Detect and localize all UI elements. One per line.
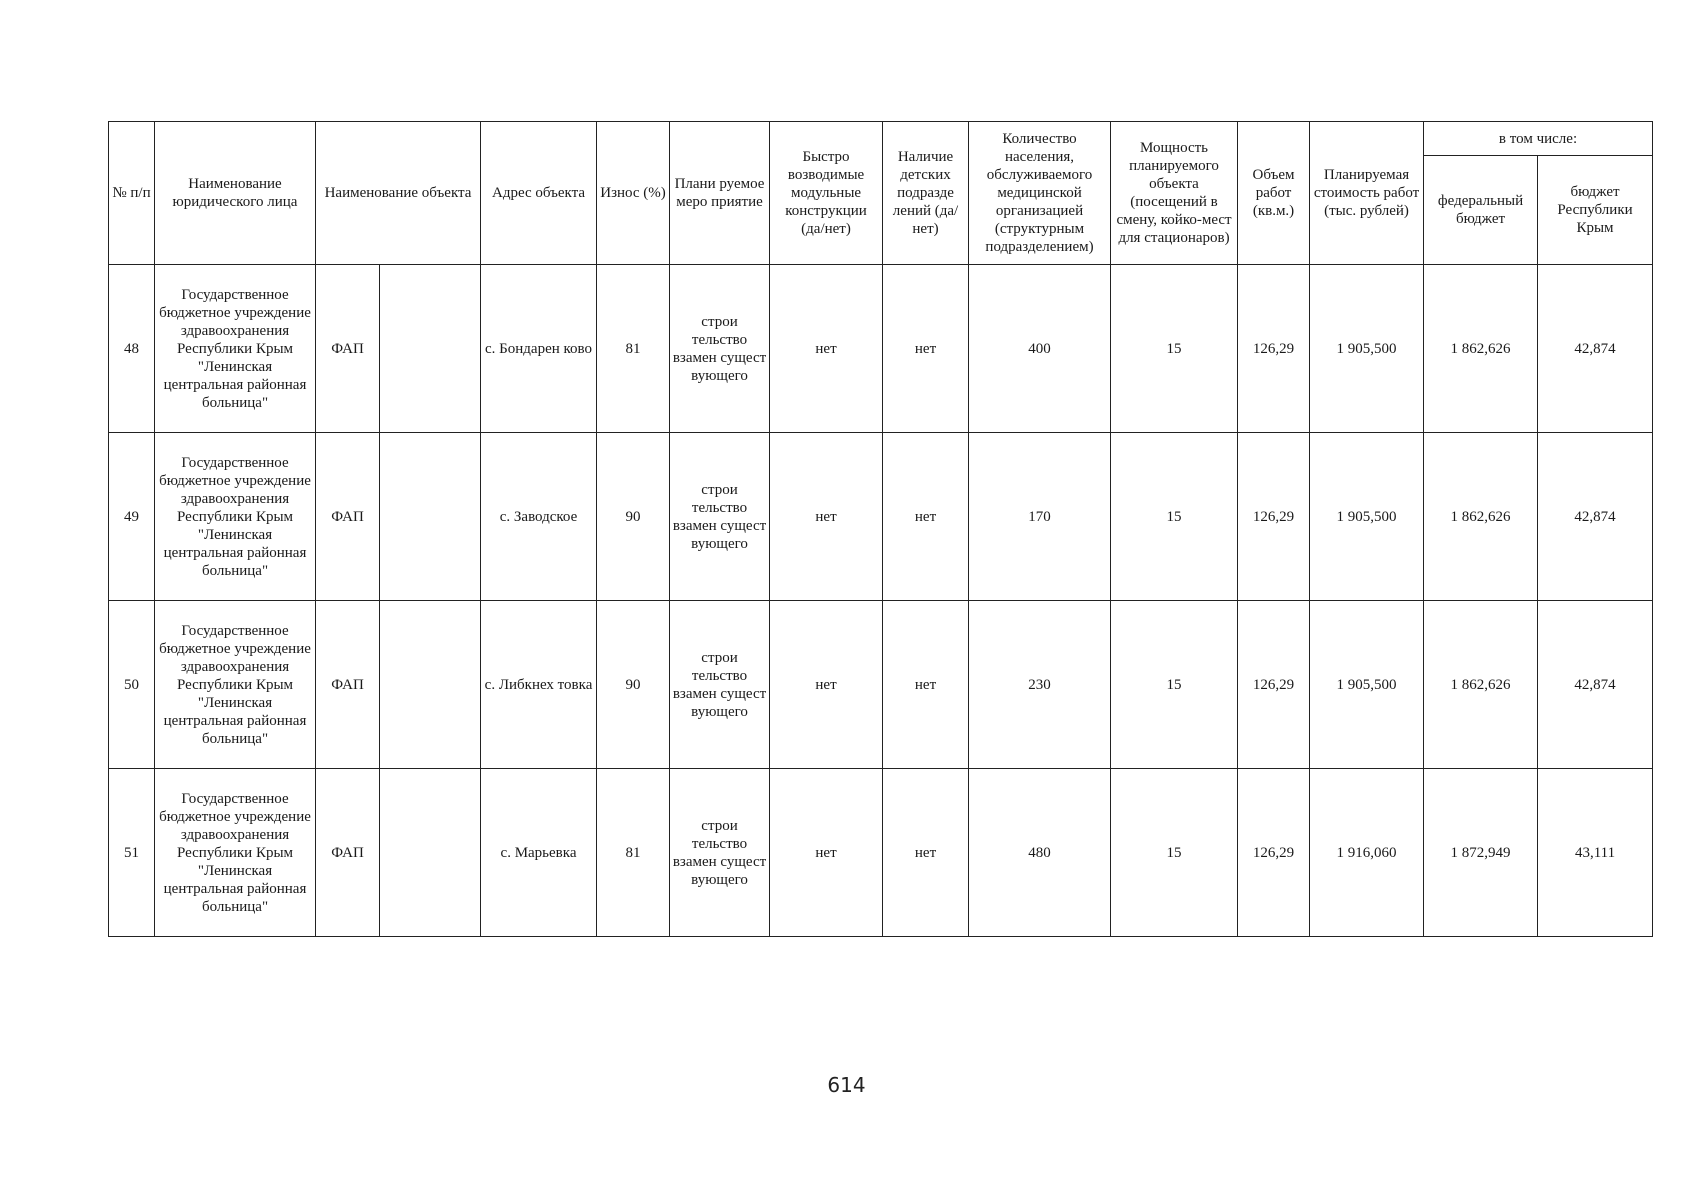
cell-num: 48 [109,265,155,433]
cell-volume: 126,29 [1238,265,1310,433]
cell-object-extra [380,769,481,937]
header-children-units: Наличие детских подразде лений (да/нет) [883,122,969,265]
table-row [109,265,1653,433]
cell-regional: 42,874 [1538,433,1653,601]
cell-capacity: 15 [1111,433,1238,601]
cell-cost: 1 905,500 [1310,265,1424,433]
cell-population: 480 [969,769,1111,937]
cell-federal: 1 862,626 [1424,265,1538,433]
cell-object-type: ФАП [316,601,380,769]
cell-num: 51 [109,769,155,937]
cell-children-units: нет [883,769,969,937]
cell-planned-action: строи тельство взамен сущест вующего [670,769,770,937]
cell-volume: 126,29 [1238,433,1310,601]
cell-regional: 42,874 [1538,265,1653,433]
cell-wear: 90 [597,601,670,769]
header-volume: Объем работ (кв.м.) [1238,122,1310,265]
cell-regional: 43,111 [1538,769,1653,937]
cell-address: с. Заводское [481,433,597,601]
cell-num: 50 [109,601,155,769]
cell-legal-entity: Государственное бюджетное учреждение здравоохранения Республики Крым "Ленинская центральная районная больница" [155,433,316,601]
table-row [109,433,1653,601]
cell-children-units: нет [883,601,969,769]
cell-modular: нет [770,265,883,433]
cell-object-extra [380,433,481,601]
header-num: № п/п [109,122,155,265]
cell-address: с. Либкнех товка [481,601,597,769]
cell-planned-action: строи тельство взамен сущест вующего [670,265,770,433]
cell-population: 170 [969,433,1111,601]
header-cost: Планируемая стоимость работ (тыс. рублей) [1310,122,1424,265]
header-population: Количество населения, обслуживаемого медицинской организацией (структурным подразделением) [969,122,1111,265]
header-federal: федеральный бюджет [1424,156,1538,265]
table-header [109,122,1653,265]
cell-wear: 90 [597,433,670,601]
cell-planned-action: строи тельство взамен сущест вующего [670,433,770,601]
cell-regional: 42,874 [1538,601,1653,769]
cell-object-type: ФАП [316,265,380,433]
cell-children-units: нет [883,265,969,433]
cell-federal: 1 862,626 [1424,601,1538,769]
header-modular: Быстро возводимые модульные конструкции (да/нет) [770,122,883,265]
header-planned-action: Плани руемое меро приятие [670,122,770,265]
cell-volume: 126,29 [1238,769,1310,937]
header-address: Адрес объекта [481,122,597,265]
cell-modular: нет [770,433,883,601]
cell-object-type: ФАП [316,769,380,937]
cell-legal-entity: Государственное бюджетное учреждение здравоохранения Республики Крым "Ленинская центральная районная больница" [155,769,316,937]
cell-capacity: 15 [1111,601,1238,769]
header-capacity: Мощность планируемого объекта (посещений в смену, койко-мест для стационаров) [1111,122,1238,265]
header-legal-entity: Наименование юридического лица [155,122,316,265]
table-row [109,601,1653,769]
table-row [109,769,1653,937]
cell-wear: 81 [597,769,670,937]
cell-volume: 126,29 [1238,601,1310,769]
table-body [109,265,1653,937]
cell-planned-action: строи тельство взамен сущест вующего [670,601,770,769]
cell-federal: 1 862,626 [1424,433,1538,601]
cell-capacity: 15 [1111,769,1238,937]
cell-children-units: нет [883,433,969,601]
cell-object-type: ФАП [316,433,380,601]
cell-legal-entity: Государственное бюджетное учреждение здравоохранения Республики Крым "Ленинская центральная районная больница" [155,265,316,433]
cell-modular: нет [770,769,883,937]
cell-wear: 81 [597,265,670,433]
cell-address: с. Марьевка [481,769,597,937]
header-row-top [109,122,1653,156]
header-including: в том числе: [1424,122,1653,156]
cell-object-extra [380,265,481,433]
cell-cost: 1 905,500 [1310,601,1424,769]
header-wear: Износ (%) [597,122,670,265]
page-number: 614 [827,1073,866,1097]
cell-capacity: 15 [1111,265,1238,433]
cell-modular: нет [770,601,883,769]
cell-legal-entity: Государственное бюджетное учреждение здравоохранения Республики Крым "Ленинская центральная районная больница" [155,601,316,769]
header-object-name: Наименование объекта [316,122,481,265]
cell-population: 230 [969,601,1111,769]
header-regional: бюджет Республики Крым [1538,156,1653,265]
cell-federal: 1 872,949 [1424,769,1538,937]
cell-object-extra [380,601,481,769]
cell-address: с. Бондарен ково [481,265,597,433]
facilities-table [108,121,1653,937]
cell-population: 400 [969,265,1111,433]
cell-num: 49 [109,433,155,601]
cell-cost: 1 905,500 [1310,433,1424,601]
cell-cost: 1 916,060 [1310,769,1424,937]
